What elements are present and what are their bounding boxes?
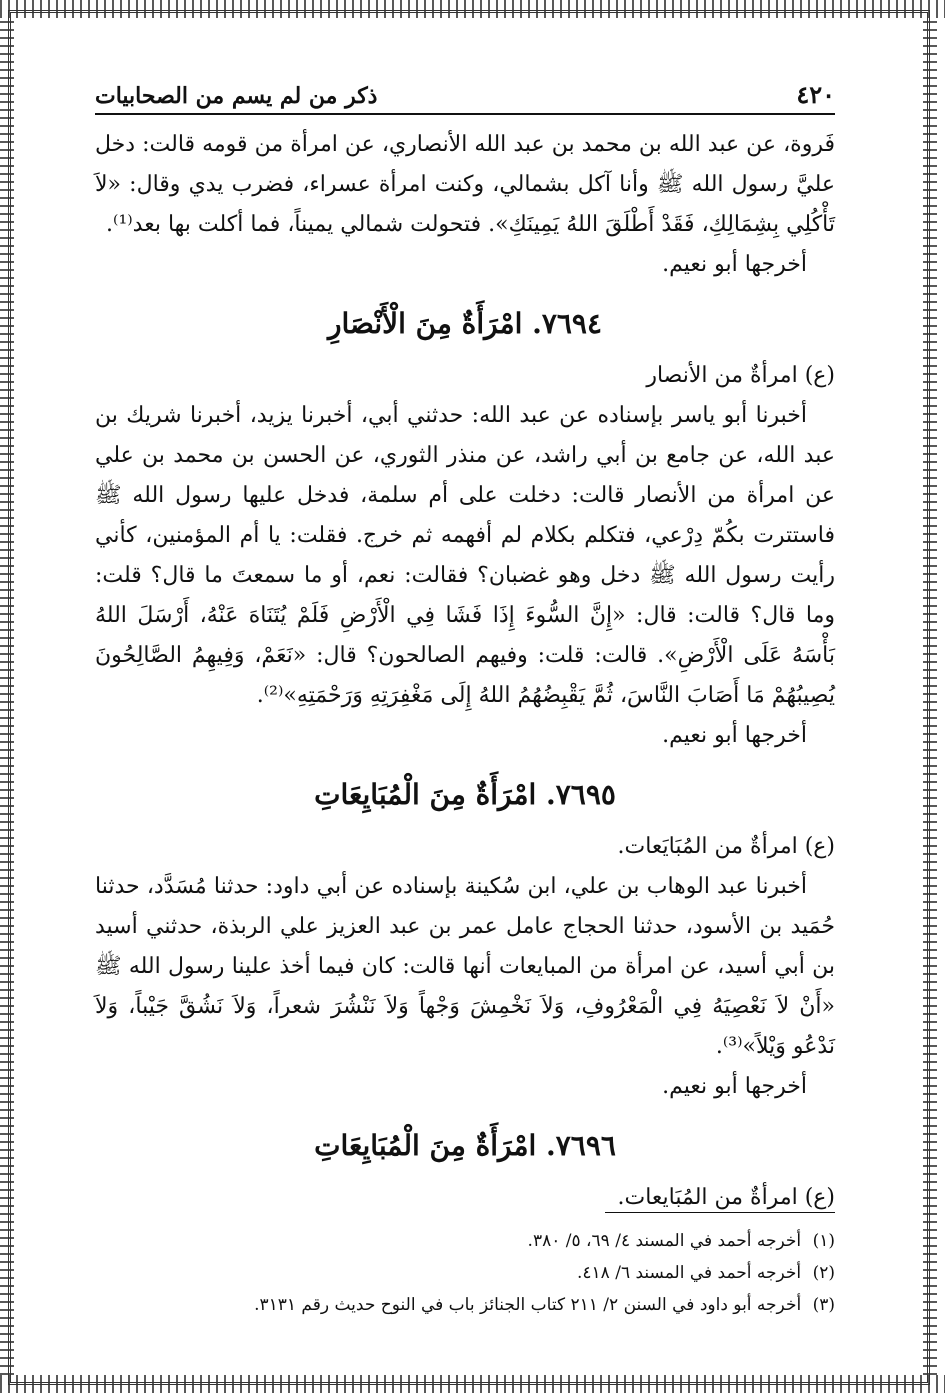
- section-source-7695: أخرجها أبو نعيم.: [662, 1074, 807, 1099]
- intro-paragraph: فَروة، عن عبد الله بن محمد بن عبد الله الأنصاري، عن امرأة من قومه قالت: دخل عليَّ رسول الله ﷺ وأنا آكل بشمالي، وكنت امرأة عسراء، فضرب يدي وقال: «لاَ تَأْكُلِي بِشِمَالِكِ، فَقَدْ أَطْلَقَ اللهُ يَمِينَكِ». فتحولت شمالي يميناً، فما أكلت بها بعد⁽¹⁾.: [95, 132, 835, 237]
- page-body: [95, 80, 835, 1218]
- section-title-7694: ٧٦٩٤. امْرَأَةٌ مِنَ الْأَنْصَارِ: [327, 307, 602, 340]
- footnote-text: أخرجه أبو داود في السنن ٢/ ٢١١ كتاب الجنائز باب في النوح حديث رقم ٣١٣١.: [254, 1295, 802, 1315]
- footnote-text: أخرجه أحمد في المسند ٦/ ٤١٨.: [576, 1263, 802, 1283]
- section-source-7694: أخرجها أبو نعيم.: [662, 723, 807, 748]
- section-title-7696: ٧٦٩٦. امْرَأَةٌ مِنَ الْمُبَايِعَاتِ: [314, 1129, 616, 1162]
- footnote-text: أخرجه أحمد في المسند ٤/ ٦٩، ٥/ ٣٨٠.: [527, 1231, 802, 1251]
- footnote-3: [95, 1289, 835, 1321]
- section-paragraph-7694: أخبرنا أبو ياسر بإسناده عن عبد الله: حدثني أبي، أخبرنا يزيد، أخبرنا شريك بن عبد الله، عن جامع بن أبي راشد، عن منذر الثوري، عن الحسن بن محمد بن علي عن امرأة من الأنصار قالت: دخلت على أم سلمة، فدخل عليها رسول الله ﷺ فاستترت بكُمّ دِرْعي، فتكلم بكلام لم أفهمه ثم خرج. فقلت: يا أم المؤمنين، كأني رأيت رسول الله ﷺ دخل وهو غضبان؟ فقالت: نعم، أو ما سمعتَ ما قال؟ قلت: وما قال؟ قالت: قال: «إِنَّ السُّوءَ إِذَا فَشَا فِي الْأَرْضِ فَلَمْ يُتَنَاهَ عَنْهُ، أَرْسَلَ اللهُ بَأْسَهُ عَلَى الْأَرْضِ». قالت: قلت: وفيهم الصالحون؟ قال: «نَعَمْ، وَفِيهِمُ الصَّالِحُونَ يُصِيبُهُمْ مَا أَصَابَ النَّاسَ، ثُمَّ يَقْبِضُهُمُ اللهُ إِلَى مَغْفِرَتِهِ وَرَحْمَتِهِ»⁽²⁾.: [95, 403, 835, 708]
- footnote-number: (٢): [812, 1263, 835, 1283]
- running-header: [95, 80, 835, 115]
- footnote-divider: [605, 1212, 835, 1213]
- footnote-1: [95, 1225, 835, 1257]
- page-number: ٤٢٠: [796, 80, 835, 109]
- footnote-number: (١): [812, 1231, 835, 1251]
- footnote-number: (٣): [812, 1295, 835, 1315]
- section-subtitle-7694: (ع) امرأةٌ من الأنصار: [646, 363, 835, 388]
- footnote-2: [95, 1257, 835, 1289]
- section-paragraph-7695: أخبرنا عبد الوهاب بن علي، ابن سُكينة بإسناده عن أبي داود: حدثنا مُسَدَّد، حدثنا حُمَيد بن الأسود، حدثنا الحجاج عامل عمر بن عبد العزيز علي الربذة، حدثني أسيد بن أبي أسيد، عن امرأة من المبايعات أنها قالت: كان فيما أخذ علينا رسول الله ﷺ «أَنْ لاَ نَعْصِيَهُ فِي الْمَعْرُوفِ، وَلاَ نَخْمِشَ وَجْهاً وَلاَ نَنْشُرَ شعراً، وَلاَ نَشُقَّ جَيْباً، وَلاَ نَدْعُو وَيْلاً»⁽³⁾.: [95, 874, 835, 1059]
- section-subtitle-7695: (ع) امرأةٌ من المُبَايَعات.: [617, 834, 835, 859]
- footnotes: [95, 1212, 835, 1321]
- section-title-7695: ٧٦٩٥. امْرَأَةٌ مِنَ الْمُبَايِعَاتِ: [314, 778, 616, 811]
- intro-source: أخرجها أبو نعيم.: [662, 252, 807, 277]
- section-subtitle-7696: (ع) امرأةٌ من المُبَايعات.: [617, 1185, 835, 1210]
- running-title: ذكر من لم يسم من الصحابيات: [95, 83, 378, 109]
